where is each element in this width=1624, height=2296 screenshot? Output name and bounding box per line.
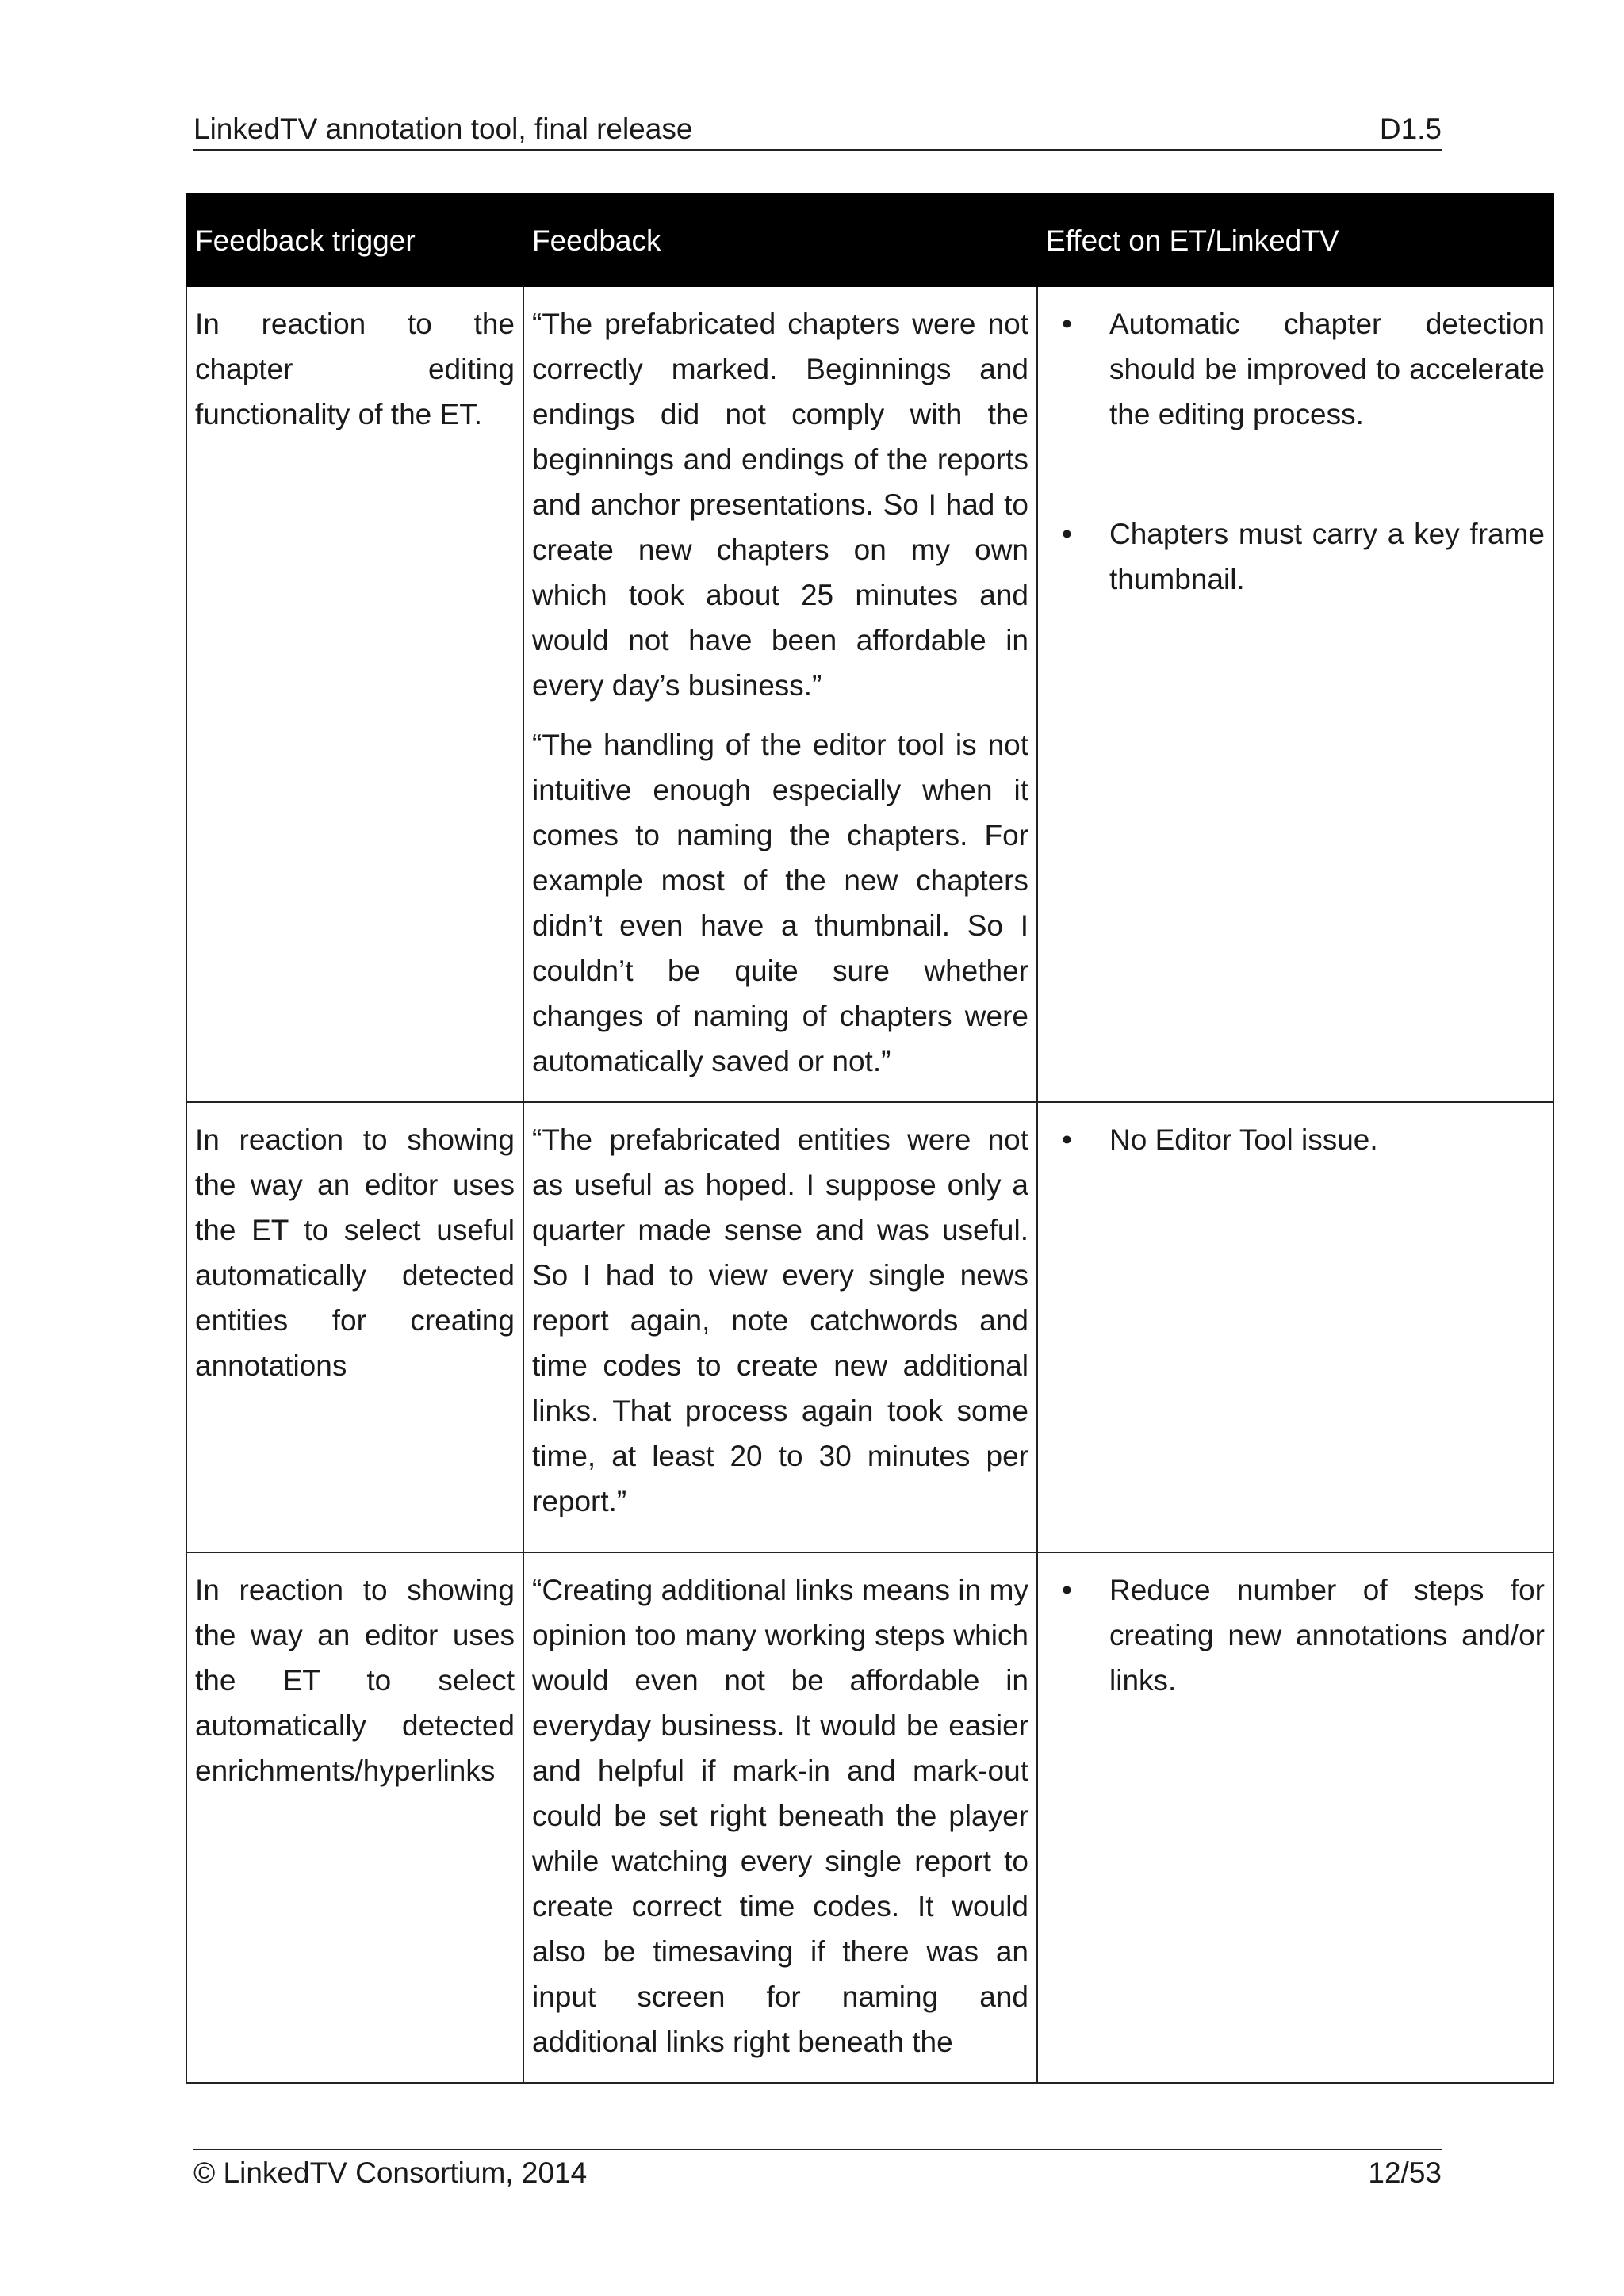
effect-list [1046,301,1545,602]
effect-cell [1037,286,1553,1102]
column-header-effect: Effect on ET/LinkedTV [1037,194,1553,286]
effect-text: No Editor Tool issue. [1109,1123,1378,1156]
page-footer [193,2149,1442,2193]
effect-text: Reduce number of steps for creating new annotations and/or links. [1109,1574,1545,1697]
effect-text: Chapters must carry a key frame thumbnail. [1109,518,1545,595]
copyright-notice: © LinkedTV Consortium, 2014 [193,2156,588,2189]
feedback-quote: “The handling of the editor tool is not intuitive enough especially when it comes to naming the chapters. For example most of the new chapters didn’t even have a thumbnail. So I couldn’t be quite sure whether changes of naming of chapters were automatically saved or not.” [532,729,1028,1077]
feedback-trigger-text: In reaction to showing the way an editor uses the ET to select useful automatically detected entities for creating annotations [195,1123,515,1382]
effect-item [1046,511,1545,602]
feedback-trigger-cell [186,1102,523,1552]
effect-item [1046,301,1545,437]
document-id: D1.5 [1379,113,1442,145]
effect-item [1046,1567,1545,1703]
document-title: LinkedTV annotation tool, final release [193,113,693,145]
table-row [186,1102,1553,1552]
effect-list [1046,1117,1545,1162]
feedback-trigger-text: In reaction to the chapter editing functionality of the ET. [195,308,515,430]
page-number: 12/53 [1368,2156,1442,2189]
page-header [193,109,1442,151]
feedback-cell [523,1552,1037,2083]
bullet-icon: • [1062,518,1072,550]
table-header-row [186,194,1553,286]
effect-item [1046,1117,1545,1162]
column-header-feedback: Feedback [523,194,1037,286]
bullet-icon: • [1062,308,1072,340]
effect-cell [1037,1552,1553,2083]
table-row [186,286,1553,1102]
feedback-trigger-text: In reaction to showing the way an editor uses the ET to select automatically detected enrichments/hyperlinks [195,1574,515,1787]
effect-cell [1037,1102,1553,1552]
feedback-trigger-cell [186,1552,523,2083]
feedback-quote: “Creating additional links means in my opinion too many working steps which would even not be affordable in everyday business. It would be easier and helpful if mark-in and mark-out could be set right beneath the player while watching every single report to create correct time codes. It would also be timesaving if there was an input screen for naming and additional links right beneath the [532,1574,1028,2058]
feedback-cell [523,1102,1037,1552]
feedback-table [186,193,1554,2084]
feedback-quote: “The prefabricated entities were not as useful as hoped. I suppose only a quarter made sense and was useful. So I had to view every single news report again, note catchwords and time codes to create new additional links. That process again took some time, at least 20 to 30 minutes per report.” [532,1123,1028,1517]
feedback-quote: “The prefabricated chapters were not correctly marked. Beginnings and endings did not comply with the beginnings and endings of the reports and anchor presentations. So I had to create new chapters on my own which took about 25 minutes and would not have been affordable in every day’s business.” [532,308,1028,702]
feedback-trigger-cell [186,286,523,1102]
effect-list [1046,1567,1545,1703]
bullet-icon: • [1062,1574,1072,1606]
feedback-cell [523,286,1037,1102]
bullet-icon: • [1062,1123,1072,1156]
column-header-feedback-trigger: Feedback trigger [186,194,523,286]
table-row [186,1552,1553,2083]
effect-text: Automatic chapter detection should be improved to accelerate the editing process. [1109,308,1545,430]
